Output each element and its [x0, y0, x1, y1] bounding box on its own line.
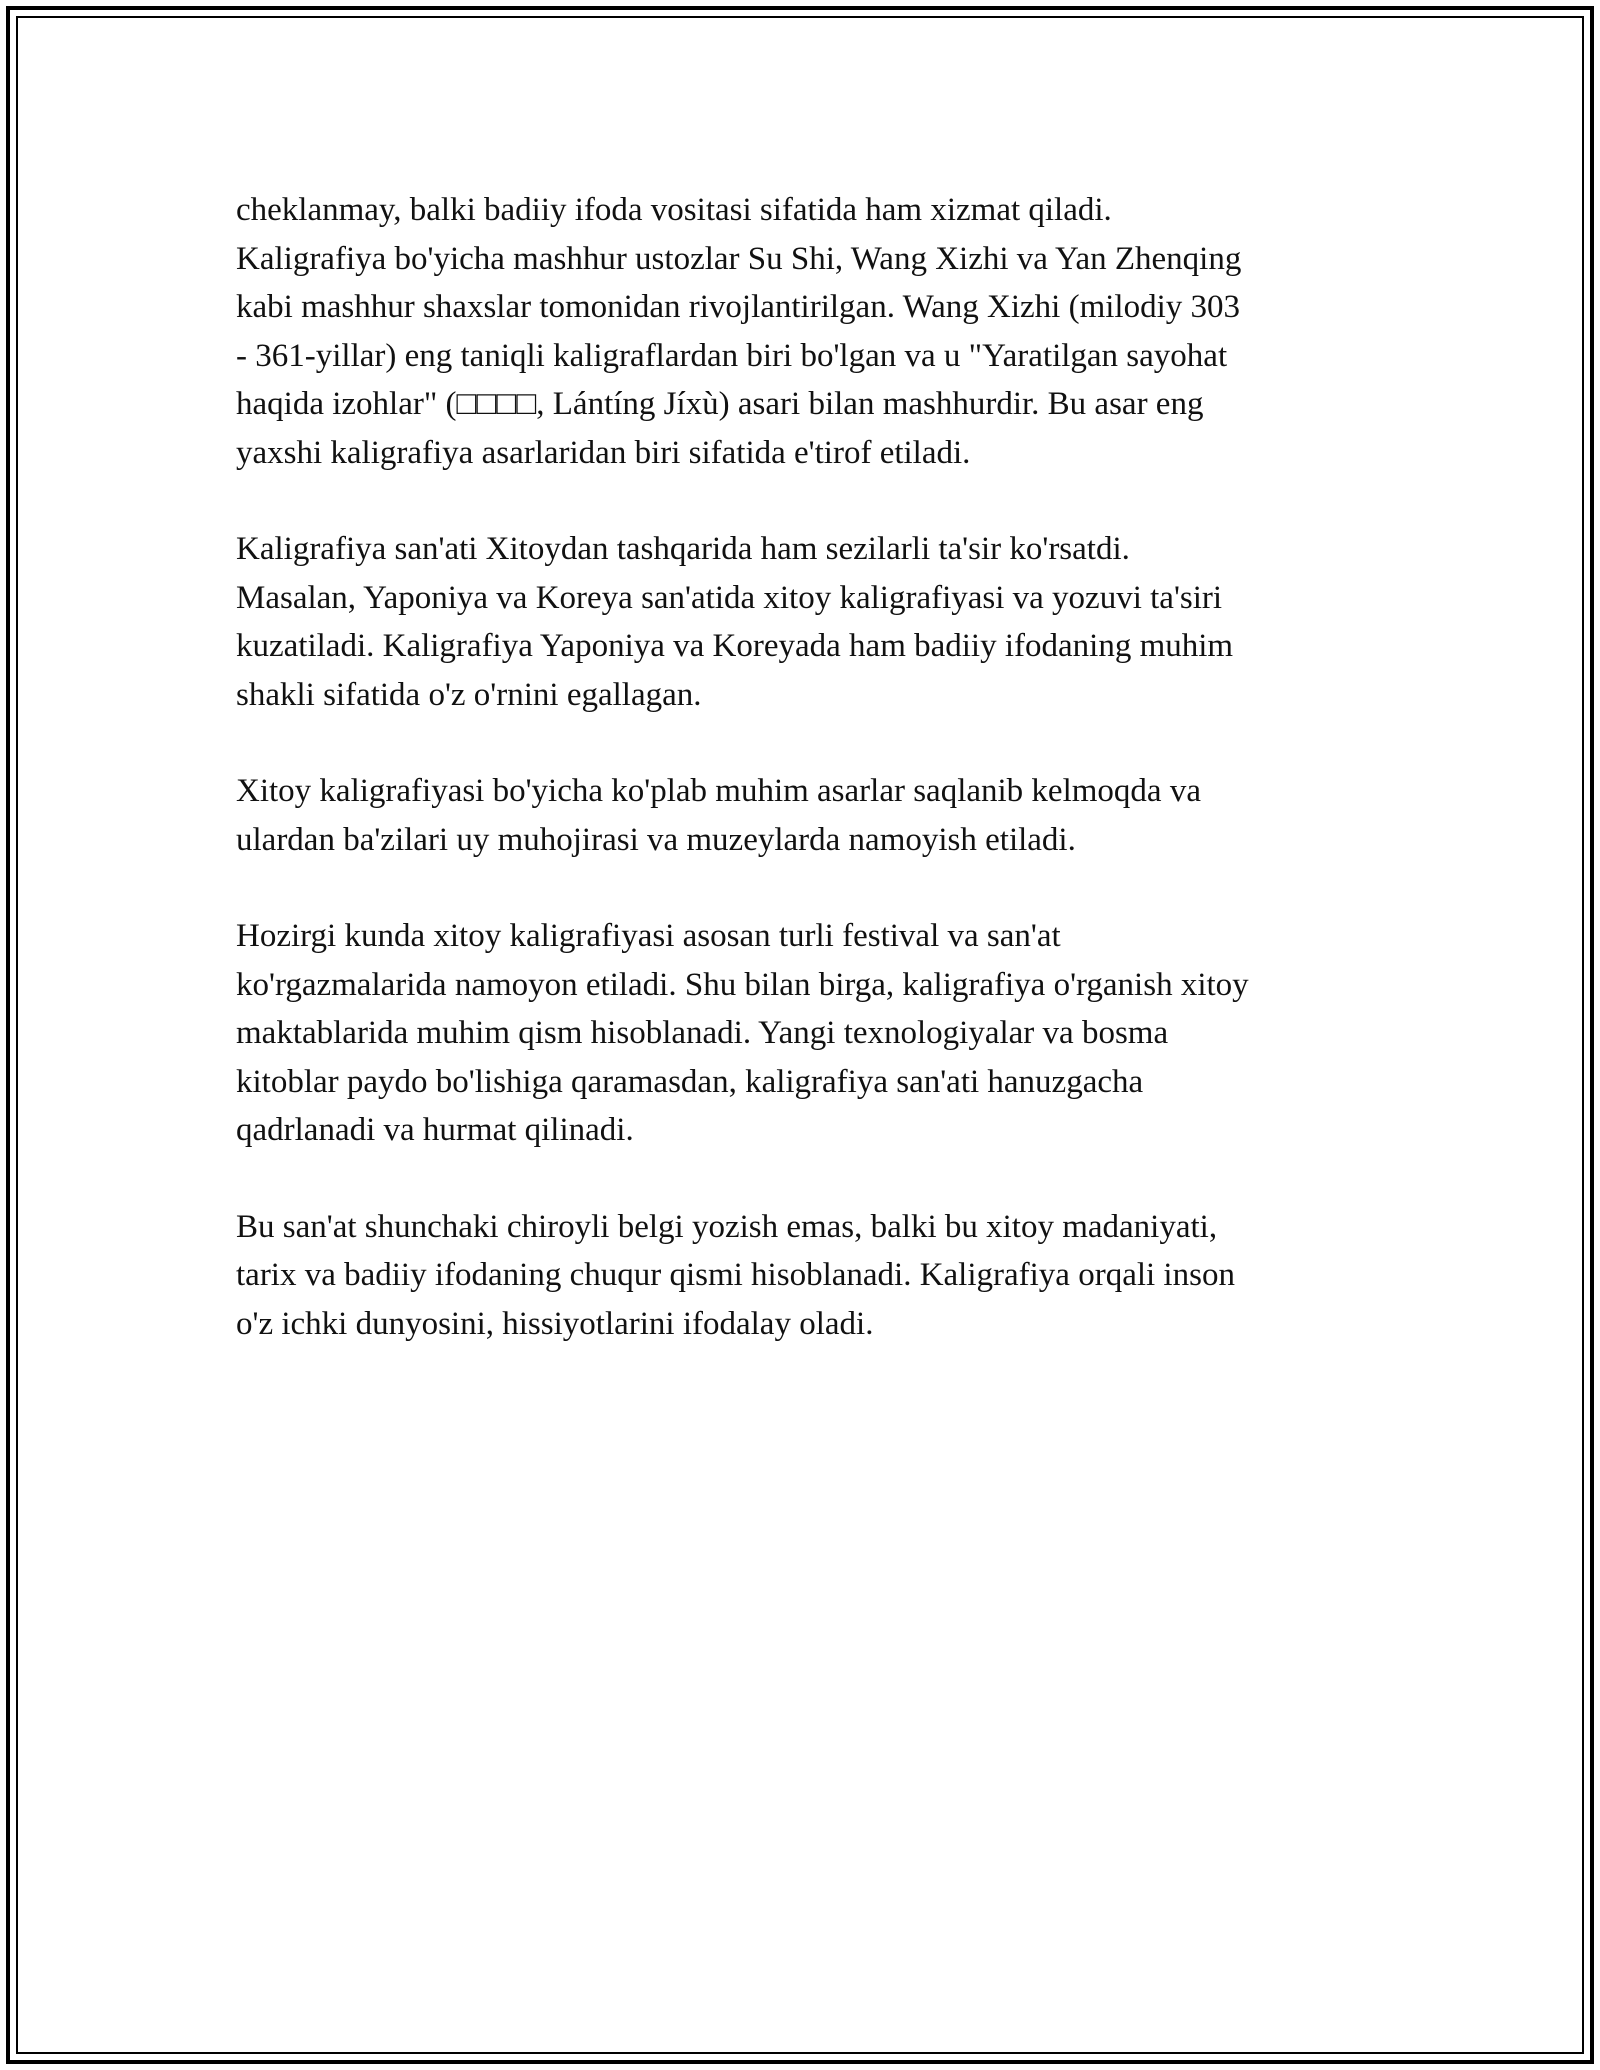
- paragraph-2: Kaligrafiya san'ati Xitoydan tashqarida ham sezilarli ta'sir ko'rsatdi. Masalan, Yaponiya va Koreya san'atida xitoy kaligrafiyasi va yozuvi ta'siri kuzatiladi. Kaligrafiya Yaponiya va Koreyada ham badiiy ifodaning muhim shakli sifatida o'z o'rnini egallagan.: [236, 531, 1234, 713]
- paragraph-1: cheklanmay, balki badiiy ifoda vositasi sifatida ham xizmat qiladi. Kaligrafiya bo'yicha mashhur ustozlar Su Shi, Wang Xizhi va Yan Zhenqing kabi mashhur shaxslar tomonidan rivojlantirilgan. Wang Xizhi (milodiy 303 - 361-yillar) eng taniqli kaligraflardan biri bo'lgan va u "Yaratilgan sayohat haqida izohlar" (□□□□, Lántíng Jíxù) asari bilan mashhurdir. Bu asar eng yaxshi kaligrafiya asarlaridan biri sifatida e'tirof etiladi.: [236, 192, 1242, 471]
- paragraph-4: Hozirgi kunda xitoy kaligrafiyasi asosan turli festival va san'at ko'rgazmalarida namoyon etiladi. Shu bilan birga, kaligrafiya o'rganish xitoy maktablarida muhim qism hisoblanadi. Yangi texnologiyalar va bosma kitoblar paydo bo'lishiga qaramasdan, kaligrafiya san'ati hanuzgacha qadrlanadi va hurmat qilinadi.: [236, 918, 1249, 1148]
- paragraph-5: Bu san'at shunchaki chiroyli belgi yozish emas, balki bu xitoy madaniyati, tarix va badiiy ifodaning chuqur qismi hisoblanadi. Kaligrafiya orqali inson o'z ichki dunyosini, hissiyotlarini ifodalay oladi.: [236, 1208, 1235, 1342]
- paragraph-3: Xitoy kaligrafiyasi bo'yicha ko'plab muhim asarlar saqlanib kelmoqda va ulardan ba'zilari uy muhojirasi va muzeylarda namoyish etiladi.: [236, 773, 1201, 858]
- document-body: [236, 186, 1376, 1396]
